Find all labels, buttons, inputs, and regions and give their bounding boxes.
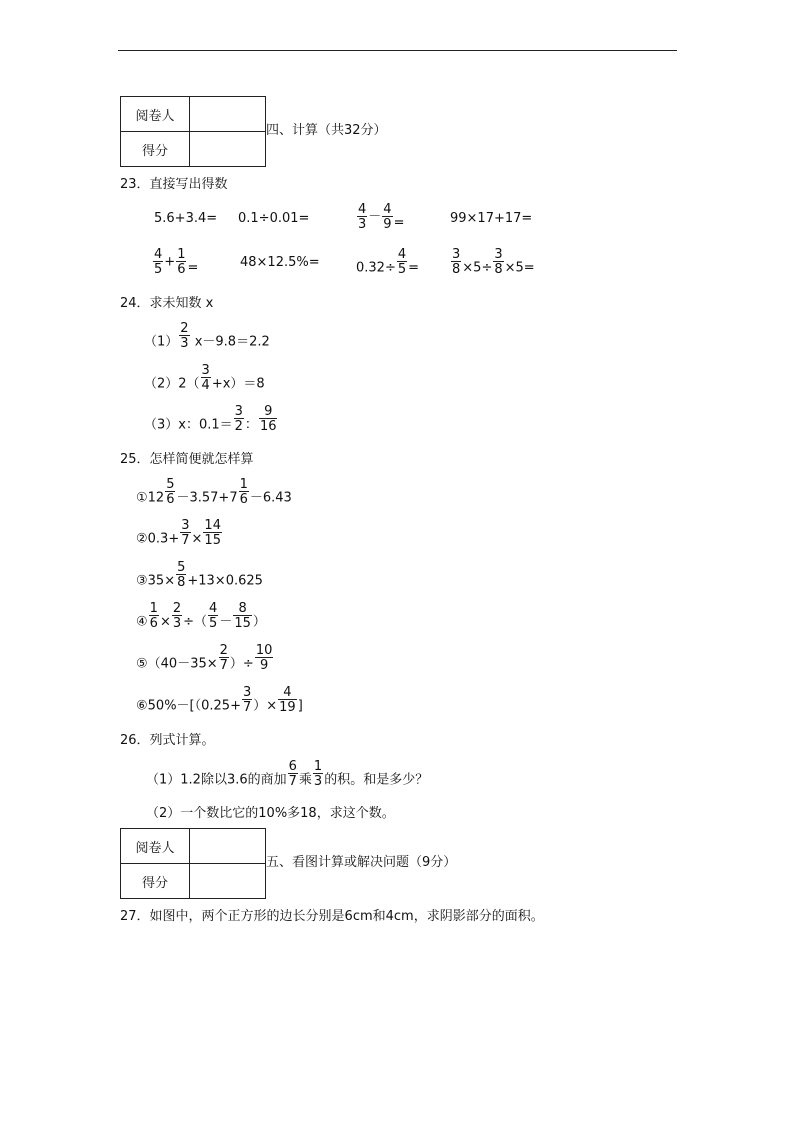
reviewer-label: 阅卷人 bbox=[121, 97, 190, 132]
q25-title: 25．怎样简便就怎样算 bbox=[120, 452, 254, 467]
q25-part-2: ②0.3+ $\frac{3}{7}$ × $\frac{14}{15}$ bbox=[136, 518, 221, 548]
q25-part-5: ⑤（40－35× $\frac{2}{7}$ ）÷ $\frac{10}{9}$ bbox=[136, 643, 273, 673]
q25-part-6: ⑥50%－[（0.25+ $\frac{3}{7}$ ）× $\frac{4}{19}$ ] bbox=[136, 685, 303, 715]
q23-expr-3: $\frac{4}{3}$ － $\frac{4}{9}$ = bbox=[358, 202, 405, 232]
q24-part-1: （1） $\frac{2}{3}$ x－9.8＝2.2 bbox=[144, 321, 270, 351]
q26-part-1: （1）1.2除以3.6的商加 $\frac{6}{7}$ 乘 $\frac{1}{3}$ 的积。和是多少？ bbox=[146, 759, 429, 789]
q27-text: 27．如图中，两个正方形的边长分别是6cm和4cm，求阴影部分的面积。 bbox=[120, 909, 544, 924]
reviewer-cell bbox=[190, 97, 266, 132]
section5-title: 五、看图计算或解决问题（9分） bbox=[266, 855, 457, 870]
q25-part-4: ④ $\frac{1}{6}$ × $\frac{2}{3}$ ÷（ $\frac{4}{5}$ － $\frac{8}{15}$ ） bbox=[136, 601, 266, 631]
header-rule bbox=[118, 50, 677, 51]
q26-part-2: （2）一个数比它的10%多18，求这个数。 bbox=[146, 806, 395, 821]
score-cell bbox=[190, 864, 266, 899]
q23-expr-4: 99×17+17= bbox=[450, 211, 533, 226]
q23-expr-7: 0.32÷ $\frac{4}{5}$ = bbox=[356, 247, 420, 277]
q25-part-1: ①12 $\frac{5}{6}$ －3.57+7 $\frac{1}{6}$ －6.43 bbox=[136, 477, 292, 507]
reviewer-cell bbox=[190, 829, 266, 864]
q23-expr-8: $\frac{3}{8}$ ×5÷ $\frac{3}{8}$ ×5= bbox=[452, 247, 535, 277]
q23-expr-5: $\frac{4}{5}$ + $\frac{1}{6}$ = bbox=[154, 247, 199, 277]
score-label: 得分 bbox=[121, 864, 190, 899]
q26-title: 26．列式计算。 bbox=[120, 733, 215, 748]
score-cell bbox=[190, 132, 266, 167]
q23-title: 23．直接写出得数 bbox=[120, 177, 228, 192]
reviewer-label: 阅卷人 bbox=[121, 829, 190, 864]
grader-table-section4 bbox=[120, 96, 266, 167]
q23-expr-6: 48×12.5%= bbox=[240, 255, 320, 270]
q24-title: 24．求未知数 x bbox=[120, 296, 214, 311]
q24-part-3: （3）x：0.1＝ $\frac{3}{2}$ ： $\frac{9}{16}$ bbox=[144, 404, 277, 434]
q24-part-2: （2）2（ $\frac{3}{4}$ +x）＝8 bbox=[144, 363, 265, 393]
q23-expr-1: 5.6+3.4= bbox=[154, 211, 218, 226]
q23-expr-2: 0.1÷0.01= bbox=[238, 211, 310, 226]
section4-title: 四、计算（共32分） bbox=[266, 123, 387, 138]
score-label: 得分 bbox=[121, 132, 190, 167]
q25-part-3: ③35× $\frac{5}{8}$ +13×0.625 bbox=[136, 560, 263, 590]
grader-table-section5 bbox=[120, 828, 266, 899]
